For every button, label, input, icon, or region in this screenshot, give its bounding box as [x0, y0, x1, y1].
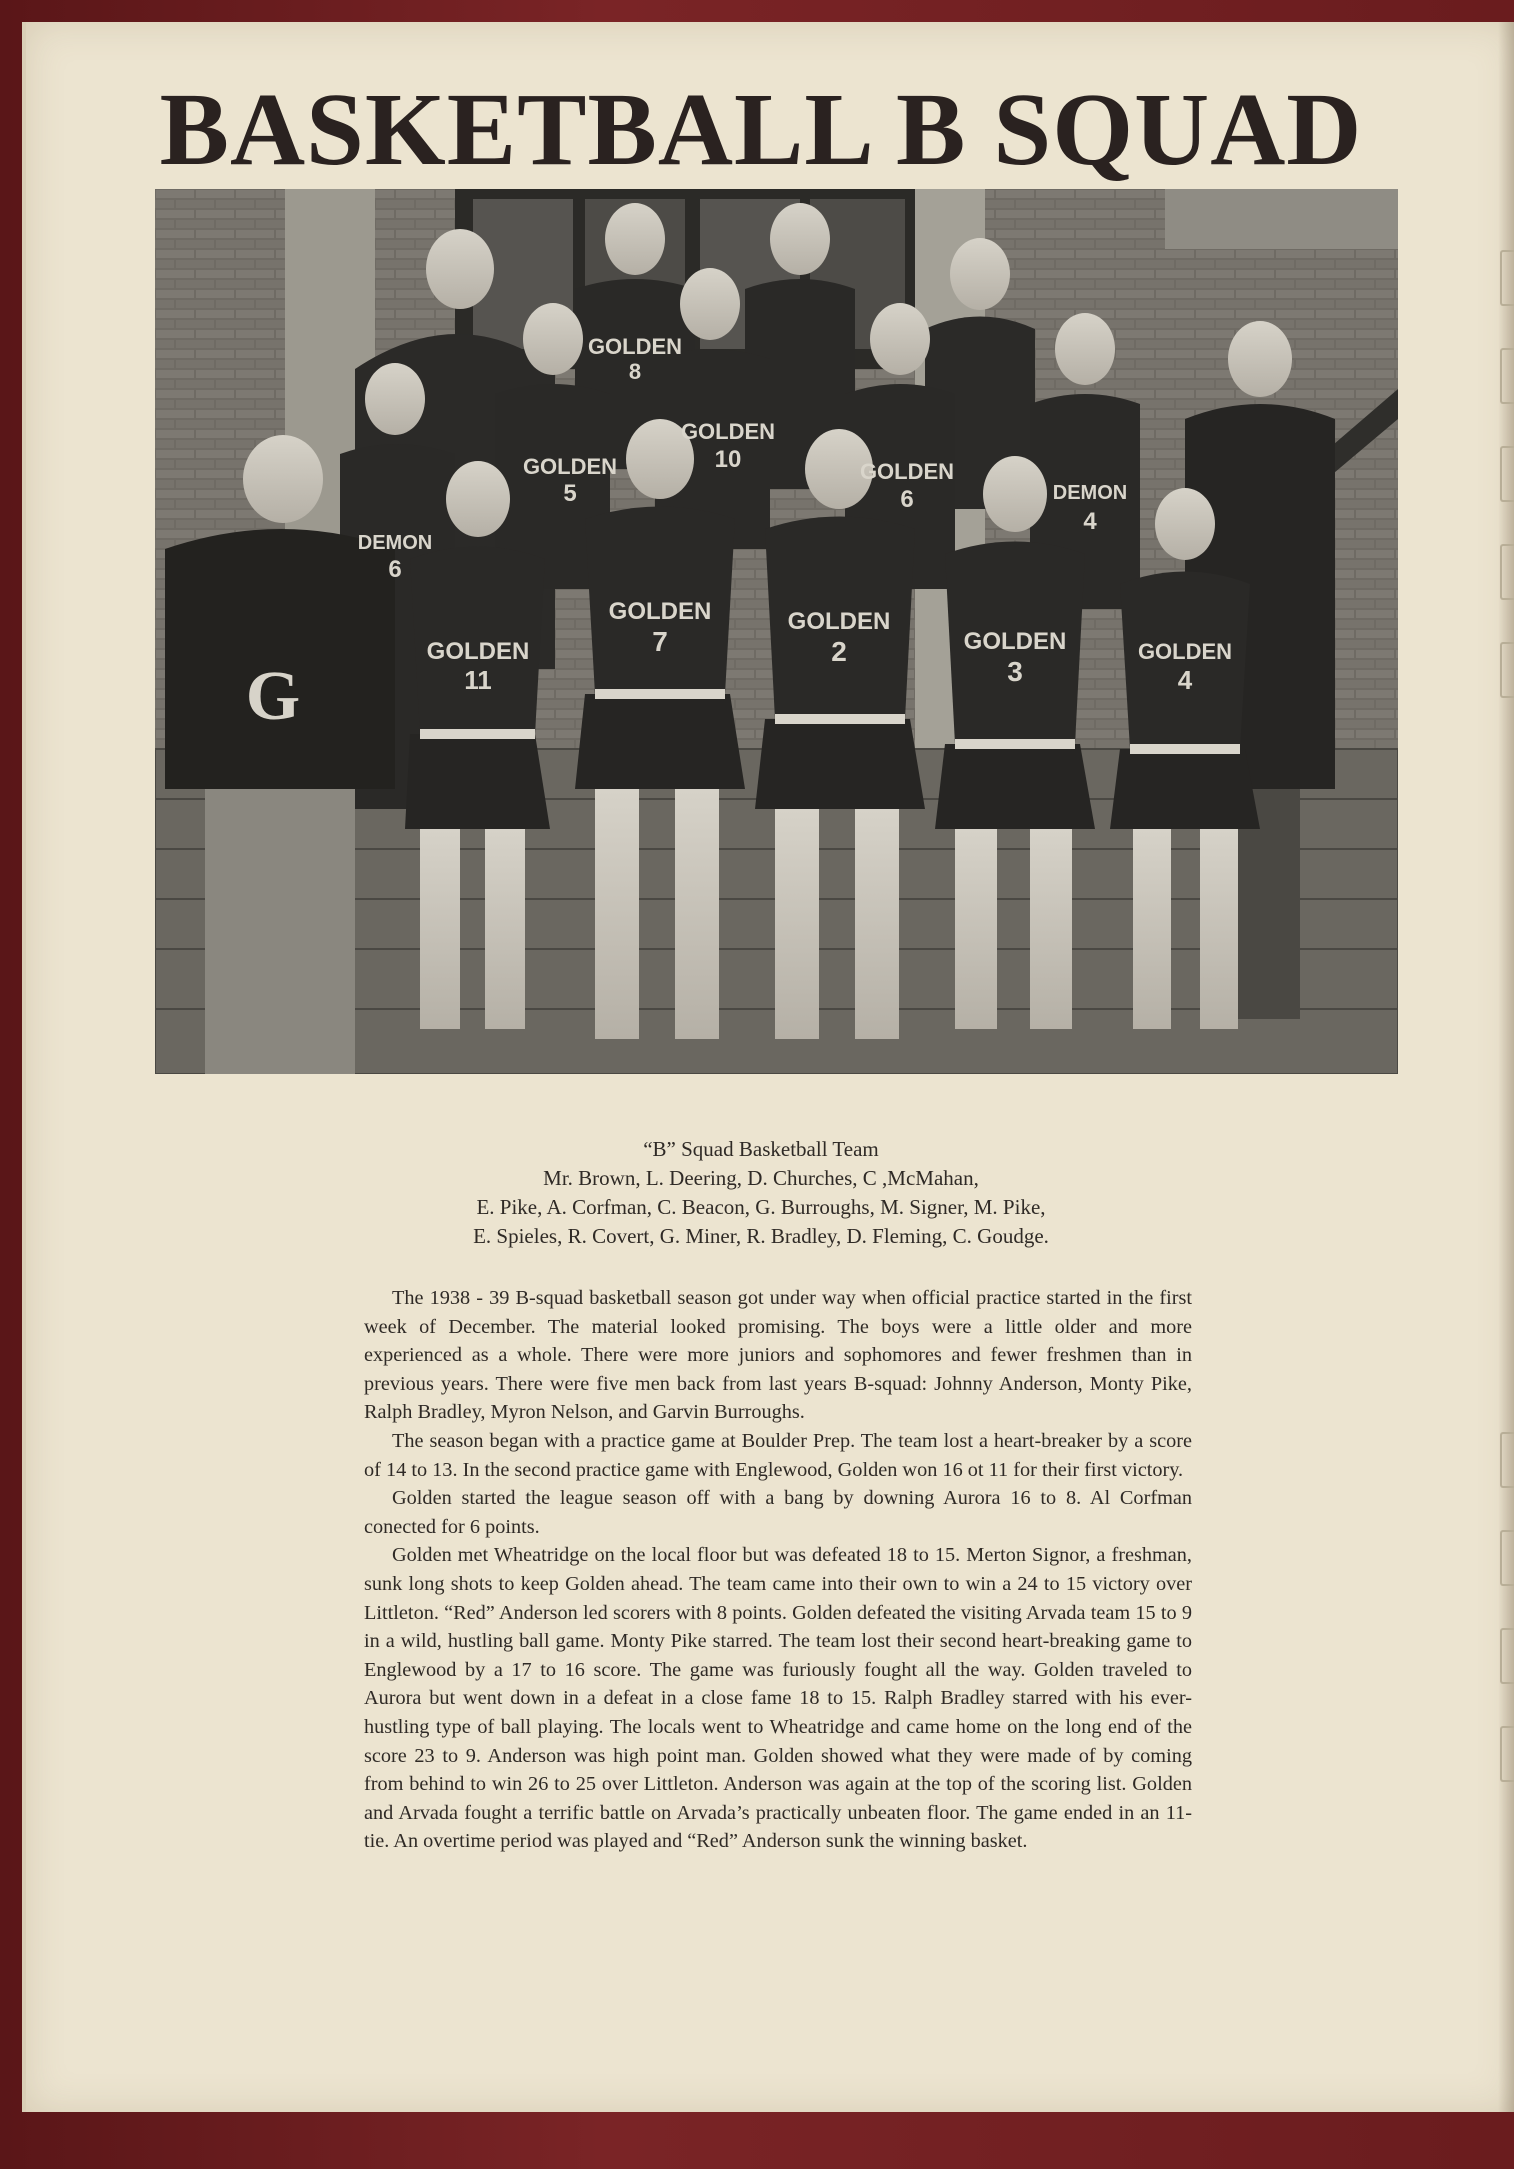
jersey-number: 6 — [900, 486, 914, 513]
page-title: BASKETBALL B SQUAD — [159, 72, 1363, 187]
jersey-number: 8 — [628, 359, 642, 384]
article-paragraph: The 1938 - 39 B-squad basketball season got under way when official practice started in the first week of December. The material looked promising. The boys were a little older and more experienced as a whole. There were more juniors and sophomores and fewer freshmen than in previous years. There were five men back from last years B-squad: Johnny Anderson, Monty Pike, Ralph Bradley, Myron Nelson, and Garvin Burroughs. — [364, 1287, 1192, 1424]
jersey-text: GOLDEN — [787, 608, 891, 635]
article-paragraph: The season began with a practice game at Boulder Prep. The team lost a heart-breaker by a score of 14 to 13. In the second practice game with Englewood, Golden won 16 ot 11 for their first victory. — [364, 1429, 1192, 1481]
index-tab — [1500, 348, 1514, 404]
jersey-text: GOLDEN — [587, 334, 683, 359]
index-tab — [1500, 446, 1514, 502]
caption-line: E. Pike, A. Corfman, C. Beacon, G. Burroughs, M. Signer, M. Pike, — [476, 1195, 1046, 1219]
sweater-letter: G — [245, 658, 301, 735]
jersey-number: 7 — [652, 626, 668, 657]
caption-line: Mr. Brown, L. Deering, D. Churches, C ,McMahan, — [543, 1166, 979, 1190]
jersey-text: DEMON — [357, 532, 433, 554]
jersey-text: GOLDEN — [426, 638, 530, 665]
jersey-text: GOLDEN — [963, 628, 1067, 655]
index-tab — [1500, 642, 1514, 698]
jersey-text: GOLDEN — [859, 459, 955, 484]
article-body — [364, 1284, 1192, 1856]
index-tab — [1500, 1726, 1514, 1782]
jersey-text: GOLDEN — [680, 419, 776, 444]
index-tab — [1500, 250, 1514, 306]
caption-heading: “B” Squad Basketball Team — [643, 1137, 879, 1161]
jersey-number: 2 — [831, 636, 847, 667]
jersey-text: GOLDEN — [608, 598, 712, 625]
team-photo — [155, 189, 1398, 1074]
article-paragraph: Golden started the league season off with a bang by downing Aurora 16 to 8. Al Corfman conected for 6 points. — [364, 1487, 1192, 1538]
jersey-number: 10 — [714, 446, 742, 473]
jersey-number: 11 — [464, 665, 492, 695]
jersey-text: GOLDEN — [1137, 639, 1233, 664]
jersey-number: 3 — [1007, 656, 1023, 687]
photo-caption — [26, 1135, 1496, 1251]
jersey-text: GOLDEN — [522, 454, 618, 479]
index-tab — [1500, 1432, 1514, 1488]
jersey-number: 4 — [1083, 508, 1097, 535]
index-tab — [1500, 1530, 1514, 1586]
index-tabs — [1476, 22, 1514, 2112]
jersey-number: 4 — [1177, 665, 1193, 695]
yearbook-page — [22, 22, 1514, 2112]
jersey-number: 6 — [388, 556, 402, 583]
index-tab — [1500, 1628, 1514, 1684]
article-paragraph: Golden met Wheatridge on the local floor but was defeated 18 to 15. Merton Signor, a freshman, sunk long shots to keep Golden ahead. The team came into their own to win a 24 to 15 victory over Littleton. “Red” Anderson led scorers with 8 points. Golden defeated the visiting Arvada team 15 to 9 in a wild, hustling ball game. Monty Pike starred. The team lost their second heart-breaking game to Englewood by a 17 to 16 score. The game was furiously fought all the way. Golden traveled to Aurora but went down in a defeat in a close fame 18 to 15. Ralph Bradley starred with his ever-hustling type of ball playing. The locals went to Wheatridge and came home on the long end of the score 23 to 9. Anderson was high point man. Golden showed what they were made of by coming from behind to win 26 to 25 over Littleton. Anderson was again at the top of the scoring list. Golden and Arvada fought a terrific battle on Arvada’s practically unbeaten floor. The game ended in an 11-tie. An overtime period was played and “Red” Anderson sunk the winning basket. — [364, 1544, 1192, 1853]
caption-line: E. Spieles, R. Covert, G. Miner, R. Bradley, D. Fleming, C. Goudge. — [473, 1224, 1049, 1248]
jersey-number: 5 — [563, 480, 577, 507]
index-tab — [1500, 544, 1514, 600]
jersey-text: DEMON — [1052, 482, 1128, 504]
